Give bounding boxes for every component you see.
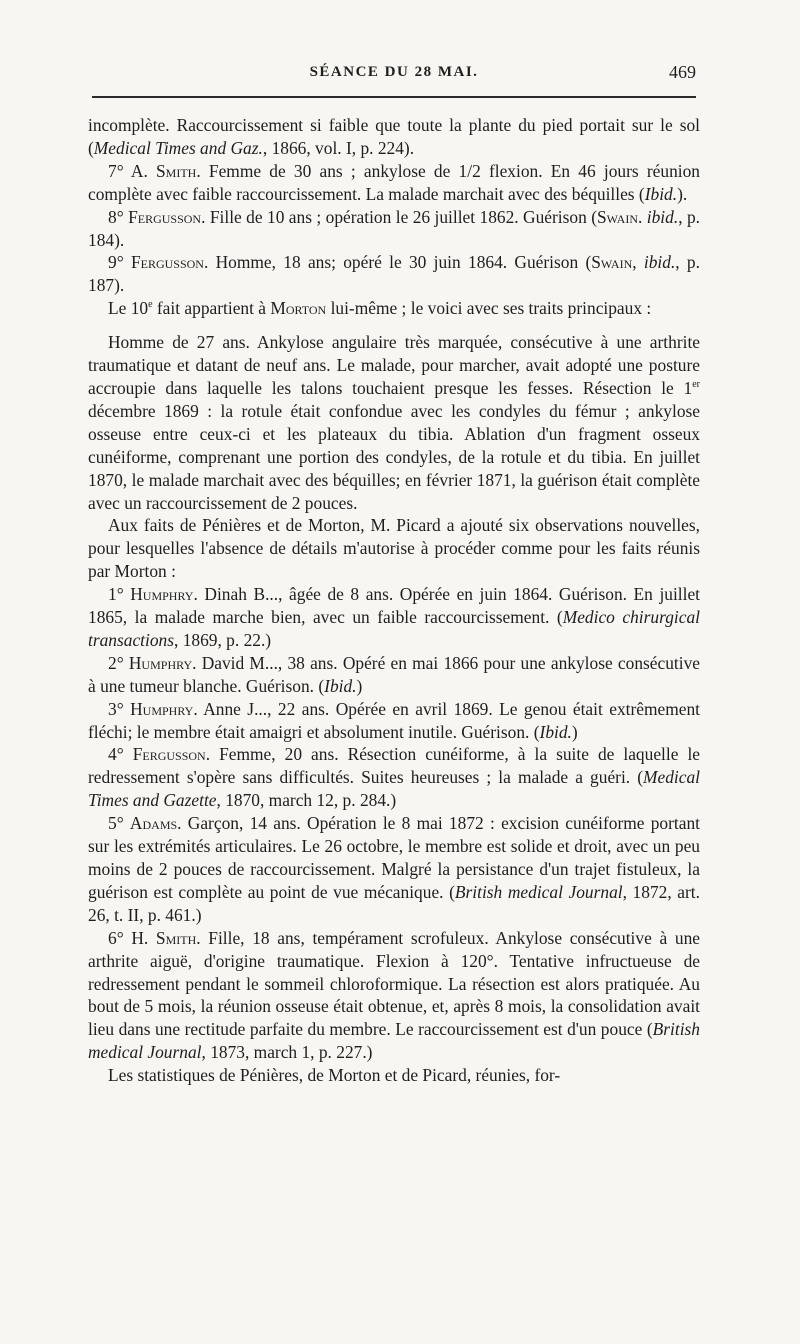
small-caps-name: Morton: [270, 298, 327, 319]
small-caps-name: Humphry: [128, 652, 193, 673]
text-run: ,: [632, 252, 644, 273]
paragraph-11: [88, 812, 700, 927]
text-run: 4°: [108, 744, 133, 765]
text-run: 3°: [108, 698, 131, 719]
small-caps-name: Fergusson: [132, 744, 206, 765]
text-run: .: [638, 206, 647, 227]
text-run: Les statistiques de Pénières, de Morton et de Picard, réunies, for-: [108, 1065, 561, 1086]
text-run: Le 10: [108, 298, 149, 319]
text-run: 9°: [108, 252, 131, 273]
header-rule: [92, 96, 696, 98]
text-run: , 1866, vol. I, p. 224).: [262, 137, 415, 158]
italic-run: ibid.: [646, 206, 679, 227]
paragraph-5: [88, 331, 700, 514]
text-run: ).: [677, 183, 688, 204]
paragraph-7: [88, 583, 700, 652]
small-caps-name: Fergusson: [130, 252, 204, 273]
text-run: . David M..., 38 ans. Opéré en mai 1866 pour une ankylose consécutive à une tumeur blanche. Guérison. (: [88, 652, 700, 696]
text-run: 1°: [108, 584, 131, 605]
small-caps-name: Swain: [591, 252, 633, 273]
italic-run: Ibid.: [324, 675, 357, 696]
small-caps-name: Smith: [155, 927, 197, 948]
italic-run: Ibid.: [539, 721, 572, 742]
paragraph-10: [88, 743, 700, 812]
text-run: . Garçon, 14 ans. Opération le 8 mai 1872 : excision cunéiforme portant sur les extrémités articulaires. Le 26 octobre, le membre est solide et droit, avec un peu moins de 2 pouces de raccourcissement. Malgré la persistance d'un trajet fistuleux, la guérison est complète au point de vue mécanique. (: [88, 813, 700, 902]
text-run: Homme de 27 ans. Ankylose angulaire très marquée, consécutive à une arthrite traumatique et datant de neuf ans. Le malade, pour marcher, avait adopté une posture accroupie dans laquelle les talons touchaient presque les fesses. Résection le 1: [88, 332, 700, 398]
superscript: e: [148, 299, 153, 311]
text-run: , p. 184).: [88, 206, 700, 250]
text-run: lui-même ; le voici avec ses traits principaux :: [326, 298, 652, 319]
text-run: Aux faits de Pénières et de Morton, M. Picard a ajouté six observations nouvelles, pour lesquelles l'absence de détails m'autorise à procéder comme pour les faits réunis par Morton :: [88, 515, 700, 582]
page-number: 469: [669, 62, 696, 82]
italic-run: Medical Times and Gazette: [88, 767, 700, 811]
paragraph-2: [88, 206, 700, 252]
text-run: , 1873, march 1, p. 227.): [201, 1042, 373, 1063]
text-run: . Fille, 18 ans, tempérament scrofuleux. Ankylose consécutive à une arthrite aiguë, d'origine traumatique. Flexion à 120°. Tentative infructueuse de redressement pendant le sommeil chloroformique. La résection est alors pratiquée. Au bout de 5 mois, la réunion osseuse était obtenue, et, après 8 mois, la consolidation avait lieu dans une rectitude parfaite du membre. Le raccourcissement est d'un pouce (: [88, 927, 700, 1040]
text-run: ): [356, 675, 363, 696]
superscript: er: [692, 379, 700, 391]
small-caps-name: Fergusson: [128, 206, 202, 227]
text-run: . Anne J..., 22 ans. Opérée en avril 1869. Le genou était extrêmement fléchi; le membre était amaigri et absolument inutile. Guérison. (: [88, 698, 701, 742]
text-run: incomplète. Raccourcissement si faible que toute la plante du pied portait sur le sol (: [88, 115, 700, 158]
text-run: 7° A.: [108, 160, 157, 181]
paragraph-1: [88, 160, 700, 206]
italic-run: British medical Journal: [454, 881, 623, 902]
text-run: 2°: [108, 652, 129, 673]
text-run: . Femme, 20 ans. Résection cunéiforme, à la suite de laquelle le redressement s'opère sans difficultés. Suites heureuses ; la malade a guéri. (: [88, 744, 700, 788]
text-run: 8°: [108, 206, 129, 227]
small-caps-name: Swain: [597, 206, 639, 227]
text-run: , 1872, art. 26, t. II, p. 461.): [88, 881, 700, 925]
text-run: ): [571, 721, 578, 742]
small-caps-name: Adams: [129, 813, 178, 834]
body-text: [88, 114, 700, 1087]
italic-run: Medico chirurgical transactions: [88, 607, 700, 650]
text-run: . Fille de 10 ans ; opération le 26 juillet 1862. Guérison (: [201, 206, 598, 227]
paragraph-4: [88, 297, 700, 320]
text-run: 5°: [108, 813, 130, 834]
paragraph-0: [88, 114, 700, 160]
italic-run: Medical Times and Gaz.: [93, 137, 263, 158]
text-run: , 1870, march 12, p. 284.): [216, 790, 397, 811]
text-run: . Homme, 18 ans; opéré le 30 juin 1864. Guérison (: [203, 252, 592, 273]
paragraph-12: [88, 927, 700, 1064]
running-title: SÉANCE DU 28 MAI.: [309, 64, 479, 80]
italic-run: British medical Journal: [88, 1019, 700, 1063]
italic-run: ibid.: [643, 252, 676, 273]
small-caps-name: Humphry: [130, 698, 194, 719]
small-caps-name: Smith: [156, 160, 197, 181]
paragraph-3: [88, 251, 700, 297]
paragraph-8: [88, 652, 700, 698]
text-run: , 1869, p. 22.): [174, 629, 272, 650]
text-run: 6° H.: [108, 927, 156, 948]
paragraph-13: [88, 1064, 700, 1087]
text-run: , p. 187).: [88, 252, 700, 296]
page-header: [88, 62, 700, 90]
italic-run: Ibid.: [644, 183, 678, 204]
paragraph-6: [88, 514, 700, 583]
small-caps-name: Humphry: [130, 584, 194, 605]
text-run: décembre 1869 : la rotule était confondue avec les condyles du fémur ; ankylose osseuse entre ceux-ci et les plateaux du tibia. Ablation d'un fragment osseux cunéiforme, comprenant une portion des condyles, de la rotule et du tibia. En juillet 1870, le malade marchait avec des béquilles; en février 1871, la guérison était complète avec un raccourcissement de 2 pouces.: [88, 400, 700, 513]
text-run: . Femme de 30 ans ; ankylose de 1/2 flexion. En 46 jours réunion complète avec faible raccourcissement. La malade marchait avec des béquilles (: [88, 160, 701, 204]
text-run: . Dinah B..., âgée de 8 ans. Opérée en juin 1864. Guérison. En juillet 1865, la malade marche bien, avec un faible raccourcissement. (: [88, 584, 701, 628]
paragraph-9: [88, 698, 700, 744]
text-run: fait appartient à: [152, 298, 271, 319]
